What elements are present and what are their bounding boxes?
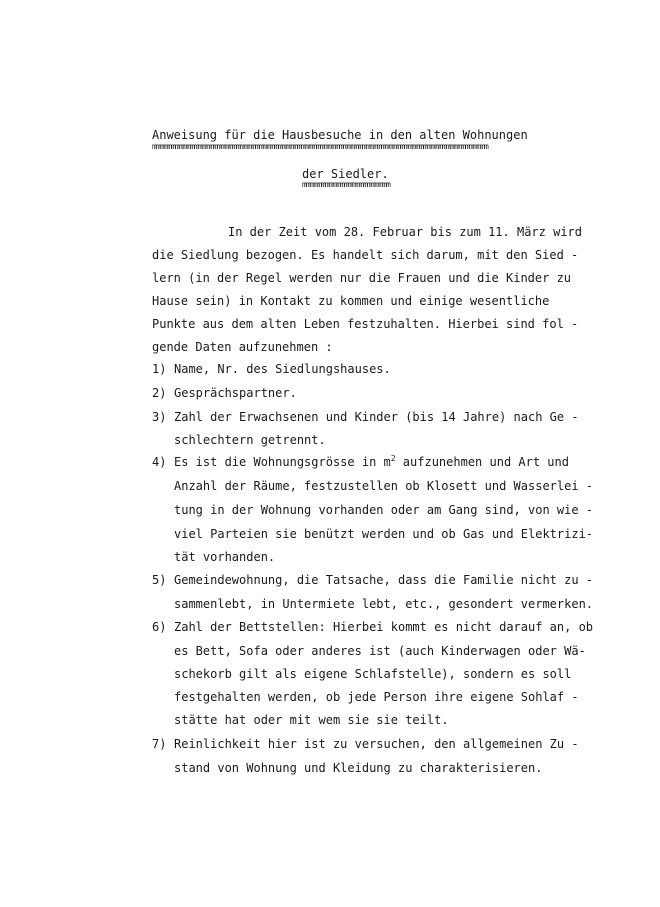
item-number: 5) (152, 573, 167, 587)
item-text: sammenlebt, in Untermiete lebt, etc., gesondert vermerken. (174, 597, 594, 611)
item-text: tät vorhanden. (174, 550, 276, 564)
item-text: Zahl der Erwachsenen und Kinder (bis 14 Jahre) nach Ge - (174, 410, 579, 424)
item-text: stand von Wohnung und Kleidung zu charakterisieren. (174, 761, 543, 775)
intro-line: Hause sein) in Kontakt zu kommen und einige wesentliche (152, 294, 550, 308)
item-text: Zahl der Bettstellen: Hierbei kommt es nicht darauf an, ob (174, 620, 594, 634)
item-text: Gemeindewohnung, die Tatsache, dass die Familie nicht zu - (174, 573, 594, 587)
intro-line: die Siedlung bezogen. Es handelt sich darum, mit den Sied - (152, 248, 579, 262)
item-text: Gesprächspartner. (174, 386, 297, 400)
item-text: Reinlichkeit hier ist zu versuchen, den allgemeinen Zu - (174, 737, 579, 751)
intro-line: In der Zeit vom 28. Februar bis zum 11. März wird (228, 225, 583, 239)
item-number: 3) (152, 410, 167, 424)
item-number: 2) (152, 386, 167, 400)
item-text: stätte hat oder mit wem sie sie teilt. (174, 713, 449, 727)
item-text: es Bett, Sofa oder anderes ist (auch Kinderwagen oder Wä- (174, 644, 586, 658)
list-item (152, 410, 579, 424)
item-number: 7) (152, 737, 167, 751)
item-text: tung in der Wohnung vorhanden oder am Gang sind, von wie - (174, 503, 594, 517)
item-number: 6) (152, 620, 167, 634)
item-text: festgehalten werden, ob jede Person ihre eigene Sohlaf - (174, 690, 579, 704)
list-item (152, 386, 297, 400)
intro-line: gende Daten aufzunehmen : (152, 340, 333, 354)
item-text: Name, Nr. des Siedlungshauses. (174, 362, 391, 376)
item-text: schlechtern getrennt. (174, 433, 326, 447)
intro-line: Punkte aus dem alten Leben festzuhalten. Hierbei sind fol - (152, 317, 579, 331)
list-item (152, 455, 569, 469)
list-item (152, 737, 579, 751)
title-underline-1: mmmmmmmmmmmmmmmmmmmmmmmmmmmmmmmmmmmmmmmmmmmmmmmmmmmmmmmmmmmmmmmmmmmmmmmmmmmmmmmmmmmmmmmm (152, 142, 488, 151)
list-item (152, 573, 593, 587)
title-underline-2: mmmmmmmmmmmmmmmmmmmmmmm (302, 180, 390, 189)
item-number: 4) (152, 455, 167, 469)
superscript: 2 (390, 454, 396, 463)
list-item (152, 362, 391, 376)
title-line-1: Anweisung für die Hausbesuche in den alten Wohnungen (152, 128, 528, 142)
item-text: viel Parteien sie benützt werden und ob Gas und Elektrizi- (174, 527, 594, 541)
item-text: Anzahl der Räume, festzustellen ob Klosett und Wasserlei - (174, 479, 594, 493)
item-number: 1) (152, 362, 167, 376)
item-text: Es ist die Wohnungsgrösse in m (174, 455, 391, 469)
intro-line: lern (in der Regel werden nur die Frauen und die Kinder zu (152, 271, 572, 285)
title-line-2: der Siedler. (302, 167, 389, 181)
item-text: schekorb gilt als eigene Schlafstelle), sondern es soll (174, 667, 572, 681)
item-text: aufzunehmen und Art und (395, 455, 569, 469)
list-item (152, 620, 593, 634)
